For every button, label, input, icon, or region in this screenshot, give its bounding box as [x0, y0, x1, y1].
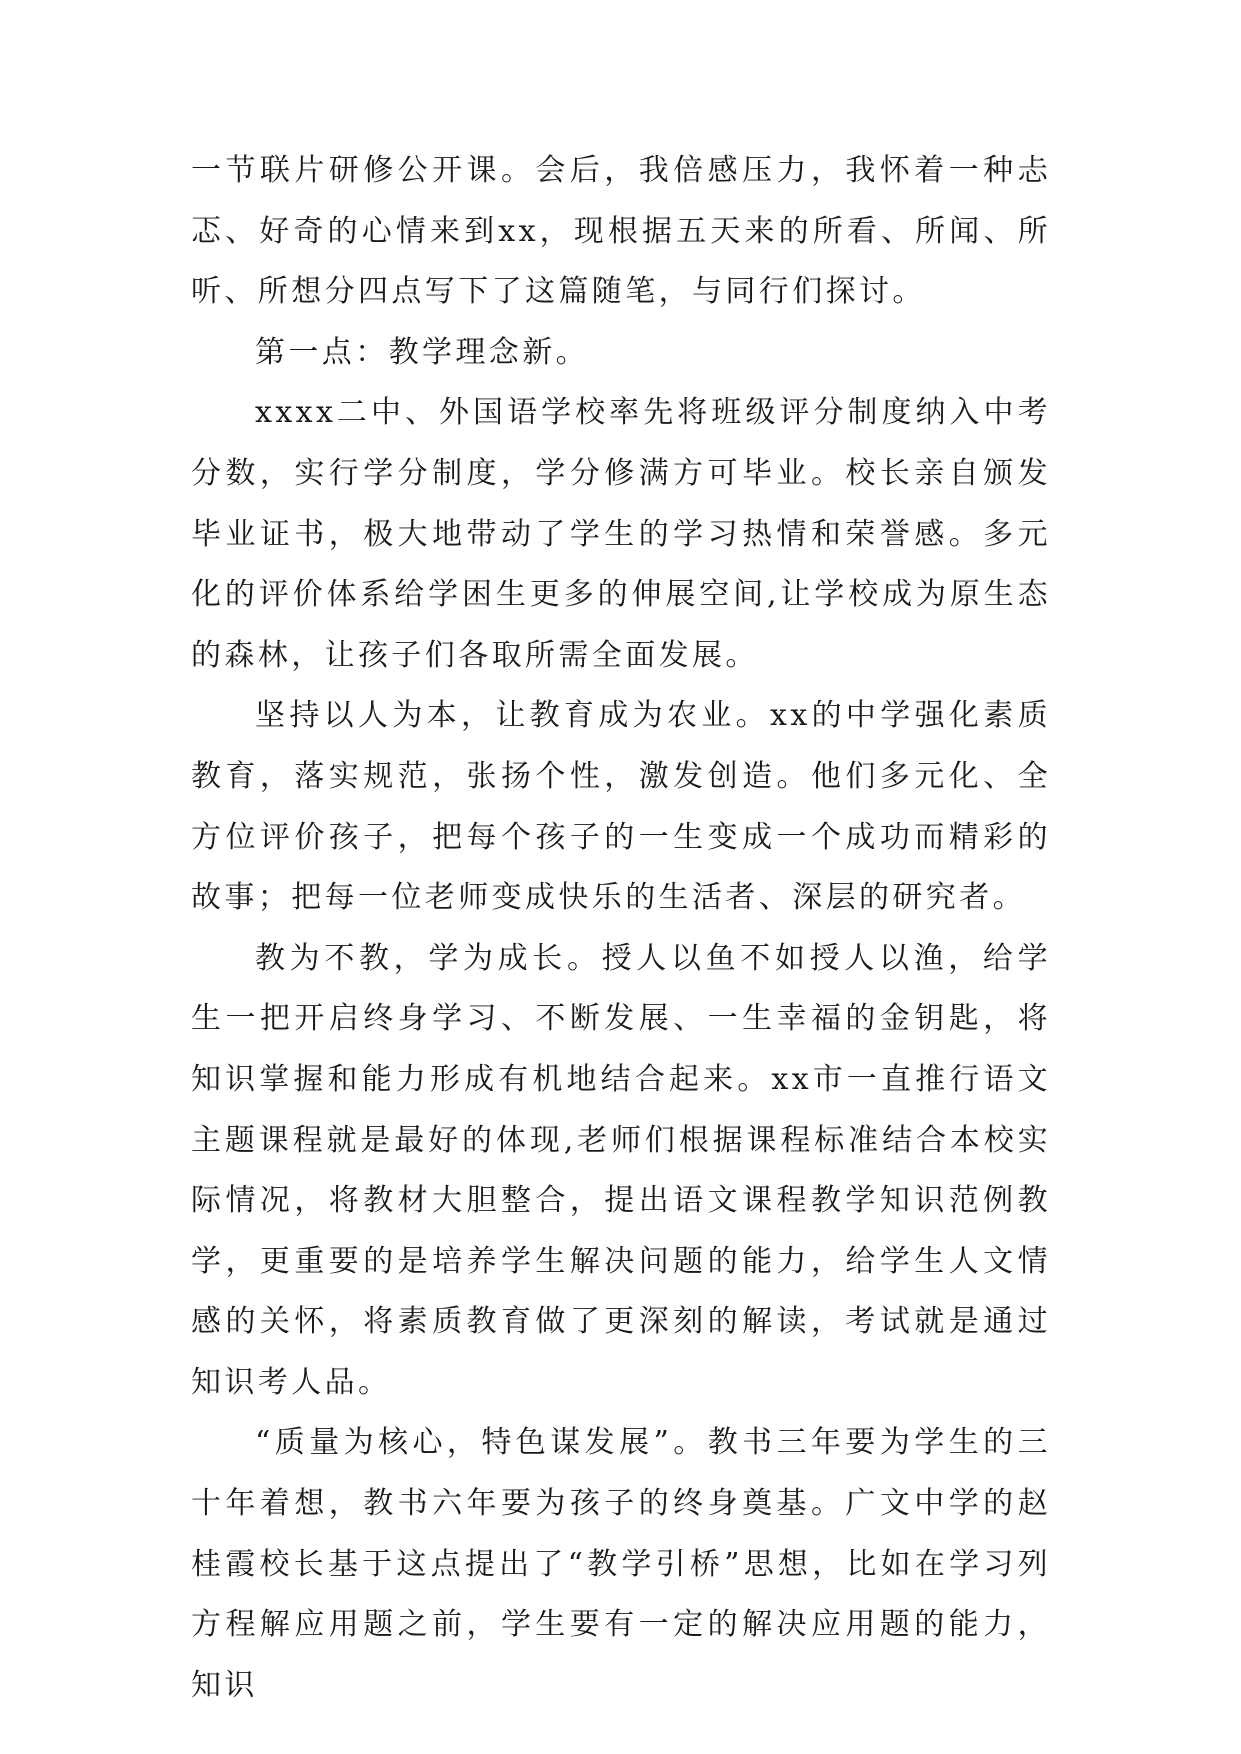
paragraph-credit-system: xxxx二中、外国语学校率先将班级评分制度纳入中考分数，实行学分制度，学分修满方可毕业。校长亲自颁发毕业证书，极大地带动了学生的学习热情和荣誉感。多元化的评价体系给学困生更多的伸展空间,让学校成为原生态的森林，让孩子们各取所需全面发展。 — [191, 395, 1051, 673]
paragraph-teaching-for-growth: 教为不教，学为成长。授人以鱼不如授人以渔，给学生一把开启终身学习、不断发展、一生幸福的金钥匙，将知识掌握和能力形成有机地结合起来。xx市一直推行语文主题课程就是最好的体现,老师们根据课程标准结合本校实际情况，将教材大胆整合，提出语文课程教学知识范例教学，更重要的是培养学生解决问题的能力，给学生人文情感的关怀，将素质教育做了更深刻的解读，考试就是通过知识考人品。 — [191, 940, 1051, 1400]
paragraph-people-oriented: 坚持以人为本，让教育成为农业。xx的中学强化素质教育，落实规范，张扬个性，激发创造。他们多元化、全方位评价孩子，把每个孩子的一生变成一个成功而精彩的故事；把每一位老师变成快乐的生活者、深层的研究者。 — [191, 698, 1051, 916]
paragraph-quality-core: “质量为核心，特色谋发展”。教书三年要为学生的三十年着想，教书六年要为孩子的终身奠基。广文中学的赵桂霞校长基于这点提出了“教学引桥”思想，比如在学习列方程解应用题之前，学生要有一定的解决应用题的能力，知识 — [191, 1425, 1051, 1703]
paragraph-continuation: 一节联片研修公开课。会后，我倍感压力，我怀着一种忐忑、好奇的心情来到xx，现根据五天来的所看、所闻、所听、所想分四点写下了这篇随笔，与同行们探讨。 — [191, 153, 1051, 310]
document-body — [191, 141, 1051, 1716]
paragraph-heading-point-one: 第一点：教学理念新。 — [255, 334, 589, 370]
